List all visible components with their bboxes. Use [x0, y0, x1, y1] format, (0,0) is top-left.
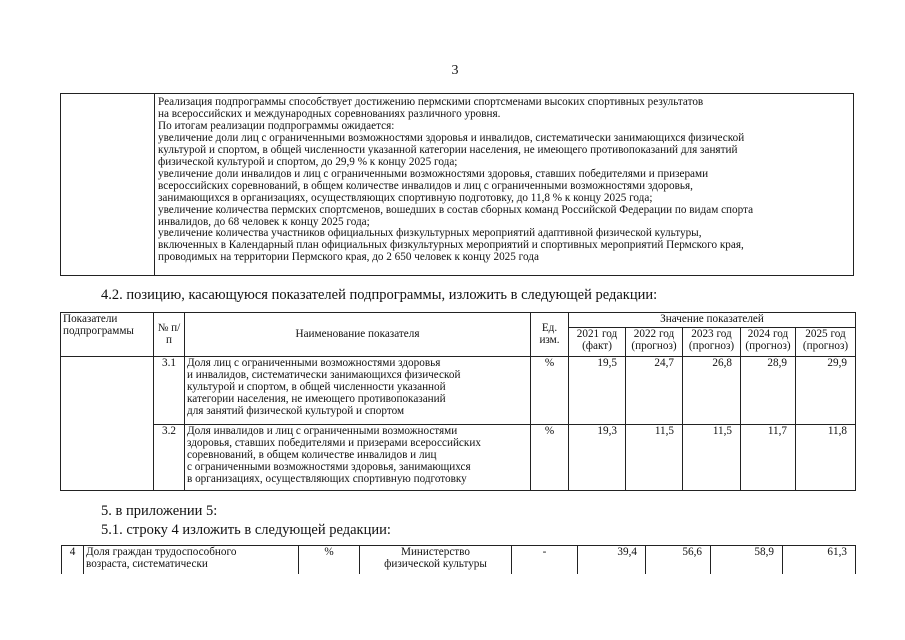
indicators-empty-cell: [61, 357, 154, 491]
indicator-name: Доля граждан трудоспособного возраста, систематически: [84, 546, 299, 574]
appendix-row-table: [61, 545, 856, 574]
value-2022: 24,7: [626, 357, 683, 425]
text-line: По итогам реализации подпрограммы ожидается:: [158, 119, 395, 132]
page-number: 3: [451, 63, 459, 78]
text-line: инвалидов, до 68 человек к концу 2025 года;: [158, 215, 370, 228]
text-line: Реализация подпрограммы способствует достижению пермскими спортсменами высоких спортивных результатов: [158, 96, 704, 108]
value: 58,9: [711, 546, 783, 574]
value: 56,6: [646, 546, 711, 574]
header-number: № п/п: [154, 313, 185, 357]
text-line: включенных в Календарный план официальных физкультурных мероприятий и спортивных мероприятий Пермского края,: [158, 239, 744, 252]
paragraph-4-2: 4.2. позицию, касающуюся показателей подпрограммы, изложить в следующей редакции:: [101, 287, 658, 303]
table-row: [61, 357, 856, 425]
value-2024: 28,9: [741, 357, 796, 425]
indicator-name: Доля лиц с ограниченными возможностями здоровья и инвалидов, систематически занимающихся физической культурой и спортом, в общей численности указанной категории населения, не имеющего противопоказаний для занятий физической культурой и спортом: [185, 357, 531, 425]
text-line: занимающихся в организациях, осуществляющих спортивную подготовку, до 11,8 % к концу 2025 года;: [158, 191, 653, 204]
value-2023: 26,8: [683, 357, 741, 425]
column-divider: [154, 94, 155, 275]
value-2025: 11,8: [796, 425, 856, 491]
text-line: культурой и спортом, в общей численности указанной категории населения, не имеющего противопоказаний для занятий: [158, 143, 738, 156]
indicators-table: [60, 312, 856, 491]
unit: %: [531, 357, 569, 425]
header-unit: Ед. изм.: [531, 313, 569, 357]
table-row: [61, 425, 856, 491]
value-2025: 29,9: [796, 357, 856, 425]
text-line: на всероссийских и международных соревнованиях различного уровня.: [158, 107, 501, 120]
header-year-2023: 2023 год (прогноз): [683, 328, 741, 357]
value-2022: 11,5: [626, 425, 683, 491]
header-indicators: Показатели подпрограммы: [61, 313, 154, 357]
value: 61,3: [783, 546, 856, 574]
value-2024: 11,7: [741, 425, 796, 491]
text-line: увеличение доли лиц с ограниченными возможностями здоровья и инвалидов, систематически занимающихся физической: [158, 131, 745, 144]
paragraph-5-1: 5.1. строку 4 изложить в следующей редакции:: [101, 522, 391, 538]
responsible-ministry: Министерство физической культуры: [360, 546, 512, 574]
value-2021: 19,5: [569, 357, 626, 425]
unit: %: [299, 546, 360, 574]
table-row: [62, 546, 856, 574]
text-line: увеличение количества участников официальных физкультурных мероприятий адаптивной физической культуры,: [158, 227, 702, 240]
header-year-2025: 2025 год (прогноз): [796, 328, 856, 357]
header-values: Значение показателей: [569, 313, 856, 328]
value-2023: 11,5: [683, 425, 741, 491]
paragraph-5: 5. в приложении 5:: [101, 503, 218, 519]
text-line: увеличение доли инвалидов и лиц с ограниченными возможностями здоровья, ставших победителями и призерами: [158, 167, 709, 180]
value: 39,4: [578, 546, 646, 574]
text-line: увеличение количества пермских спортсменов, вошедших в состав сборных команд Российской Федерации по видам спорта: [158, 203, 754, 216]
header-year-2022: 2022 год (прогноз): [626, 328, 683, 357]
row-number: 4: [62, 546, 84, 574]
dash-cell: -: [512, 546, 578, 574]
row-number: 3.1: [154, 357, 185, 425]
header-year-2021: 2021 год (факт): [569, 328, 626, 357]
text-line: проводимых на территории Пермского края, до 2 650 человек к концу 2025 года: [158, 251, 539, 264]
expected-results-text: [158, 97, 848, 264]
header-indicator-name: Наименование показателя: [185, 313, 531, 357]
row-number: 3.2: [154, 425, 185, 491]
text-line: всероссийских соревнований, в общем количестве инвалидов и лиц с ограниченными возможностями здоровья,: [158, 179, 693, 192]
expected-results-box: [60, 93, 854, 276]
value-2021: 19,3: [569, 425, 626, 491]
unit: %: [531, 425, 569, 491]
header-year-2024: 2024 год (прогноз): [741, 328, 796, 357]
indicator-name: Доля инвалидов и лиц с ограниченными возможностями здоровья, ставших победителями и призерами всероссийских соревнований, в общем количестве инвалидов и лиц с ограниченными возможностями здоровья, занимающихся в организациях, осуществляющих спортивную подготовку: [185, 425, 531, 491]
text-line: физической культурой и спортом, до 29,9 % к концу 2025 года;: [158, 155, 458, 168]
